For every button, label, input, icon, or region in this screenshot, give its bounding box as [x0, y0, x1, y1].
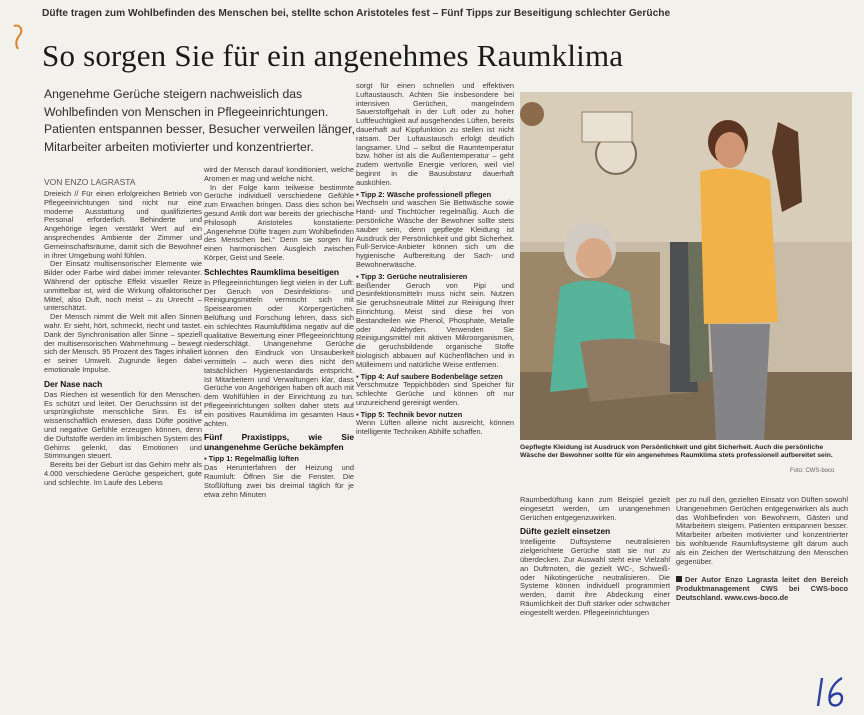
paragraph: Beißender Geruch von Pipi und Desinfektionsmitteln muss nicht sein. Nutzen Sie geruchsneutrale Mittel zur Reinigung Ihrer Einrichtung. Meist sind diese frei von Bestandteilen wie Phenol, Phosphate, Metalle oder Aldehyden. Verwenden Sie Reinigungsmittel mit aktiven Mikroorganismen, die geruchsbildende organische Stoffe biologisch abbauen auf Küchenflächen und in Mülleimern und natürliche Weise entfernen.: [356, 280, 514, 369]
paragraph: Wechseln und waschen Sie Bettwäsche sowie Hand- und Tischtücher regelmäßig. Auch die persönliche Wäsche der Bewohner sollte stets sauber sein, denn gepflegte Kleidung ist Ausdruck der Persönlichkeit und gibt Sicherheit. Full-Service-Anbieter können sich um die hygienische Aufbereitung der Sach- und Bewohnerwäsche.: [356, 198, 514, 269]
article-photo: [520, 92, 852, 440]
paragraph: Verschmutze Teppichböden sind Speicher für schlechte Gerüche und können oft nur unzureichend gereinigt werden.: [356, 380, 514, 407]
tip-heading: ▪ Tipp 1: Regelmäßig lüften: [204, 454, 299, 464]
article-column-4: [520, 496, 670, 710]
subheading: Fünf Praxistipps, wie Sie unangenehme Gerüche bekämpfen: [204, 432, 354, 453]
paragraph: Das Herunterfahren der Heizung und Raumluft: Öffnen Sie die Fenster. Die Stoßlüftung zwei bis dreimal täglich für je etwa zehn Minuten: [204, 463, 354, 499]
paragraph: Intelligente Duftsysteme neutralisieren zielgerichtete Gerüche statt sie nur zu überdecken. Zur Auswahl steht eine Vielzahl an Duftrnoten, die gezielt WC-, Schweiß- oder Nikotingerüche neutralisieren. Die Systeme können individuell programmiert werden, damit ihre Abdeckung einer Räumlichkeit der Duft stärker oder schwächer eingestellt werden. Pflegeeinrichtungen: [520, 537, 670, 617]
paragraph: In der Folge kann teilweise bestimmte Gerüche individuell verschiedene Gefühle zum Erwachen bringen. Dass dies schon bei gesund Antik dort war bereits der griechische Philosoph Aristoteles konstatierte: „Angenehme Düfte tragen zum Wohlbefinden des Menschen bei.“ Denn sie sorgen für einen harmonischen Ausgleich zwischen Körper, Geist und Seele.: [204, 182, 354, 262]
photo-credit: Foto: CWS-boco: [790, 468, 835, 474]
paragraph: sorgt für einen schnellen und effektiven Luftaustausch. Achten Sie insbesondere bei intensiven Gerüchen, mangelndem Sauerstoffgehalt in der Luft oder zu hoher Luftfeuchtigkeit auf ausgehendes Lüften, bereits dauerhaft auf Kippfunktion zu stellen ist nicht ratsam. Der Luftaustausch erfolgt deutlich langsamer. Und – selbst die Raumtemperatur bzw. höher ist als die Außentemperatur – geht zudem wertvolle Energie verloren, weil viel beginnt in die Bausubstanz dauerhaft auskühlen.: [356, 82, 514, 187]
author-note: [676, 576, 848, 602]
subheading: Schlechtes Raumklima beseitigen: [204, 266, 339, 277]
tip-heading: ▪ Tipp 5: Technik bevor nutzen: [356, 409, 463, 419]
paragraph: Bereits bei der Geburt ist das Gehirn mehr als 4.000 verschiedene Gerüche gespeichert, gute und schlechte. Im Laufe des Lebens: [44, 460, 202, 487]
handwritten-mark-icon: [10, 22, 28, 52]
headline: So sorgen Sie für ein angenehmes Raumklima: [42, 38, 624, 73]
paragraph: Wenn Lüften alleine nicht ausreicht, können intelligente Techniken Abhilfe schaffen.: [356, 418, 514, 437]
paragraph: Der Mensch nimmt die Welt mit allen Sinnen wahr. Er sieht, hört, schmeckt, riecht und tastet. Dank der Synchronisation aller Sinne – speziell der multisensorischen Wahrnehmung – bewegt sich der Mensch. 95 Prozent des Tages inhaliert er seiner Umwelt. Zugrunde liegen dabei emotionale Impulse.: [44, 312, 202, 374]
article-column-1: [44, 190, 202, 710]
byline: VON ENZO LAGRASTA: [44, 177, 136, 187]
author-note-text: Der Autor Enzo Lagrasta leitet den Bereich Produktmanagement CWS bei CWS-boco Deutschland. www.cws-boco.de: [676, 575, 848, 602]
handwritten-page-number: [812, 672, 852, 712]
lead-paragraph: Angenehme Gerüche steigern nachweislich das Wohlbefinden von Menschen in Pflegeeinrichtungen. Patienten entspannen besser, Besucher verweilen länger, Mitarbeiter arbeiten motivierter und konzentrierter.: [44, 87, 355, 154]
square-bullet-icon: [676, 576, 682, 582]
paragraph: Der Einsatz multisensorischer Elemente wie Bilder oder Farbe wird dabei immer relevanter. Während der optische Effekt visueller Reize unmittelbar ist, wird die Wirkung olfaktorischer Mittel, also Duft, noch meist – zu Unrecht – unterschätzt.: [44, 259, 202, 313]
tip-heading: ▪ Tipp 3: Gerüche neutralisieren: [356, 271, 468, 281]
paragraph: Raumbedüftung kann zum Beispiel gezielt eingesetzt werden, um unangenehmen Gerüchen entgegenzuwirken.: [520, 496, 670, 522]
photo-caption: Gepflegte Kleidung ist Ausdruck von Persönlichkeit und gibt Sicherheit. Auch die persönliche Wäsche der Bewohner sollte für ein angenehmes Raumklima stets professionell aufbereitet sein.: [520, 444, 833, 460]
paragraph: per zu null den, gezielten Einsatz von Düften sowohl Urangenehmen Gerüchen entgegenwirken als auch das Wohlbefinden von Bewohnern, Gästen und Mitarbeitern steigern. Patienten entspannen besser. Mitarbeiter arbeiten motivierter und konzentrierter bis wohltuende Raumluftsysteme gilt darum auch als ein Zeichen der Wertschätzung den Menschen gegenüber.: [676, 496, 848, 566]
paragraph: Dreieich // Für einen erfolgreichen Betrieb von Pflegeeinrichtungen sind nicht nur eine moderne Ausstattung und qualifiziertes Personal erforderlich. Behinderte und Angehörige legen verstärkt Wert auf ein ansprechendes Ambiente der Zimmer und Gemeinschaftsräume, damit sich die Bewohner in ihrer Umgebung wohl fühlen.: [44, 190, 202, 260]
subheading: Der Nase nach: [44, 378, 103, 389]
subheading: Düfte gezielt einsetzen: [520, 526, 611, 537]
tip-heading: ▪ Tipp 2: Wäsche professionell pflegen: [356, 189, 492, 199]
tip-heading: ▪ Tipp 4: Auf saubere Bodenbeläge setzen: [356, 371, 503, 381]
paragraph: wird der Mensch darauf konditioniert, welche Aromen er mag und welche nicht.: [204, 166, 354, 183]
article-column-2: [204, 166, 354, 710]
paragraph: In Pflegeeinrichtungen liegt vielen in der Luft: Der Geruch von Desinfektions- und Reinigungsmitteln vermischt sich mit Speisearomen oder Körpergerüchen. Belüftung und Forschung lehren, dass sich ein schlechtes Raumluftklima negativ auf die qualitative Bewertung einer Pflegeeinrichtung niederschlägt. Unangenehme Gerüche können den Eindruck von Unsauberkeit vermitteln – auch wenn dies nicht den tatsächlichen Hygienestandards entspricht. Ist Mitarbeitern und Verwaltungen klar, dass Gerüche von Angehörigen haben oft auch mit dem Wohlfühlen in der Einrichtung zu tun. Pflegeeinrichtungen sollten daher stets auf ein positives Raumklima im gesamten Haus achten.: [204, 277, 354, 428]
kicker-line: Düfte tragen zum Wohlbefinden des Menschen bei, stellte schon Aristoteles fest – Fünf Tipps zur Beseitigung schlechter Gerüche: [42, 8, 671, 19]
article-column-3: [356, 82, 514, 710]
paragraph: Das Riechen ist wesentlich für den Menschen. Es schützt und leitet. Der Geruchssinn ist der ursprünglichste menschliche Sinn. Es ist wissenschaftlich erwiesen, dass Düfte positive und negative Gefühle erzeugen können, denn die Duftstoffe werden im limbischen System des Gehirns gelenkt, das Emotionen und Stimmungen steuert.: [44, 389, 202, 461]
